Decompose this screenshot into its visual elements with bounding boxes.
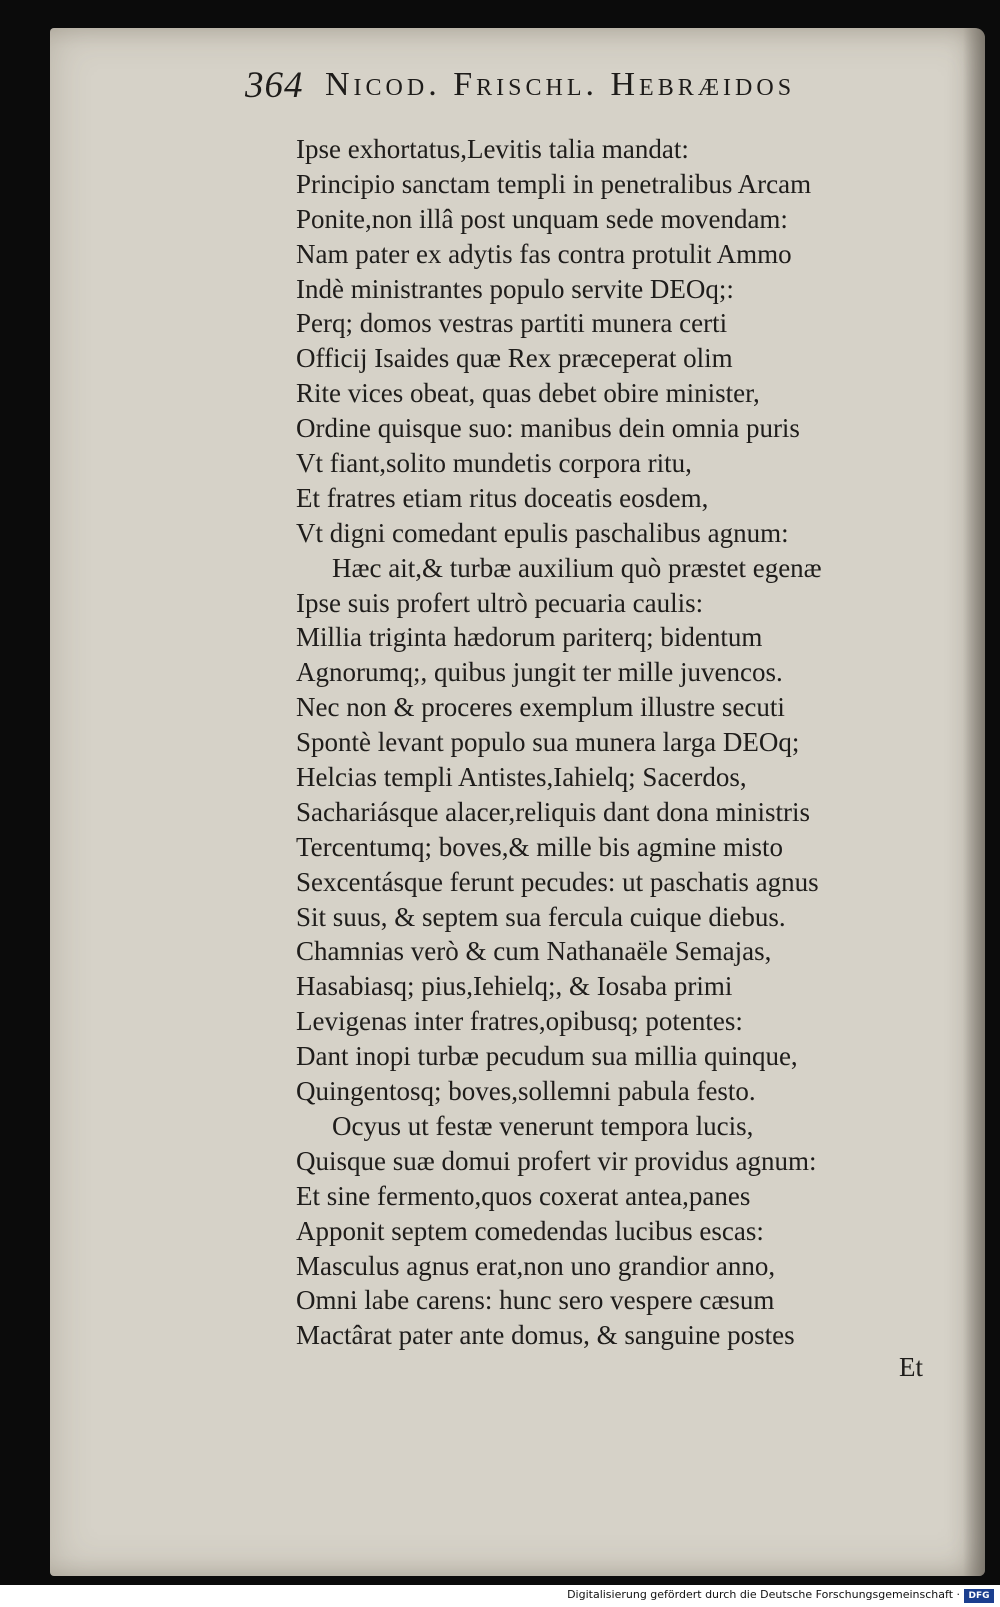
verse-line: Mactârat pater ante domus, & sanguine postes <box>296 1320 795 1351</box>
verse-line: Sit suus, & septem sua fercula cuique diebus. <box>296 901 786 932</box>
verse-line: Perq; domos vestras partiti munera certi <box>296 308 728 339</box>
catchword: Et <box>899 1352 923 1382</box>
verse-line: Sachariásque alacer,reliquis dant dona ministris <box>296 796 811 827</box>
verse-line: Millia triginta hædorum pariterq; bidentum <box>296 622 763 653</box>
verse-line: Quingentosq; boves,sollemni pabula festo. <box>296 1076 756 1107</box>
running-head: Nicod. Frischl. Hebræidos <box>325 66 796 103</box>
verse-line: Officij Isaides quæ Rex præceperat olim <box>296 343 733 374</box>
verse-line: Omni labe carens: hunc sero vespere cæsum <box>296 1285 775 1316</box>
verse-line: Quisque suæ domui profert vir providus agnum: <box>296 1145 817 1176</box>
dfg-logo: DFG <box>964 1589 994 1603</box>
verse-line: Principio sanctam templi in penetralibus Arcam <box>296 168 812 199</box>
verse-line: Ocyus ut festæ venerunt tempora lucis, <box>332 1110 754 1141</box>
page-edge-shadow <box>963 28 985 1576</box>
verse-line: Levigenas inter fratres,opibusq; potentes: <box>296 1006 743 1037</box>
verse-line: Nec non & proceres exemplum illustre secuti <box>296 692 785 723</box>
verse-line: Apponit septem comedendas lucibus escas: <box>296 1215 764 1246</box>
verse-line: Ipse suis profert ultrò pecuaria caulis: <box>296 587 704 618</box>
verse-line: Agnorumq;, quibus jungit ter mille juvencos. <box>296 657 783 688</box>
verse-line: Ordine quisque suo: manibus dein omnia puris <box>296 413 800 444</box>
digitization-footer <box>0 1585 1000 1607</box>
verse-line: Tercentumq; boves,& mille bis agmine misto <box>296 831 784 862</box>
page-header <box>215 62 935 112</box>
footer-credit: Digitalisierung gefördert durch die Deutsche Forschungsgemeinschaft · <box>567 1588 960 1601</box>
verse-line: Vt digni comedant epulis paschalibus agnum: <box>296 517 789 548</box>
verse-text <box>296 132 896 1353</box>
verse-line: Et fratres etiam ritus doceatis eosdem, <box>296 482 709 513</box>
verse-line: Sexcentásque ferunt pecudes: ut paschatis agnus <box>296 866 819 897</box>
verse-line: Spontè levant populo sua munera larga DEOq; <box>296 727 800 758</box>
page-number: 364 <box>245 65 304 106</box>
verse-line: Chamnias verò & cum Nathanaële Semajas, <box>296 936 772 967</box>
verse-line: Nam pater ex adytis fas contra protulit Ammo <box>296 238 792 269</box>
verse-line: Hæc ait,& turbæ auxilium quò præstet egenæ <box>332 552 822 583</box>
verse-line: Helcias templi Antistes,Iahielq; Sacerdos, <box>296 762 747 793</box>
verse-line: Indè ministrantes populo servite DEOq;: <box>296 273 734 304</box>
verse-line: Rite vices obeat, quas debet obire minister, <box>296 378 760 409</box>
verse-line: Ponite,non illâ post unquam sede movendam: <box>296 203 788 234</box>
verse-line: Ipse exhortatus,Levitis talia mandat: <box>296 134 689 164</box>
verse-line: Vt fiant,solito mundetis corpora ritu, <box>296 448 692 479</box>
verse-line: Dant inopi turbæ pecudum sua millia quinque, <box>296 1041 798 1072</box>
verse-line: Et sine fermento,quos coxerat antea,panes <box>296 1180 751 1211</box>
verse-line: Hasabiasq; pius,Iehielq;, & Iosaba primi <box>296 971 733 1002</box>
verse-line: Masculus agnus erat,non uno grandior anno, <box>296 1250 776 1281</box>
